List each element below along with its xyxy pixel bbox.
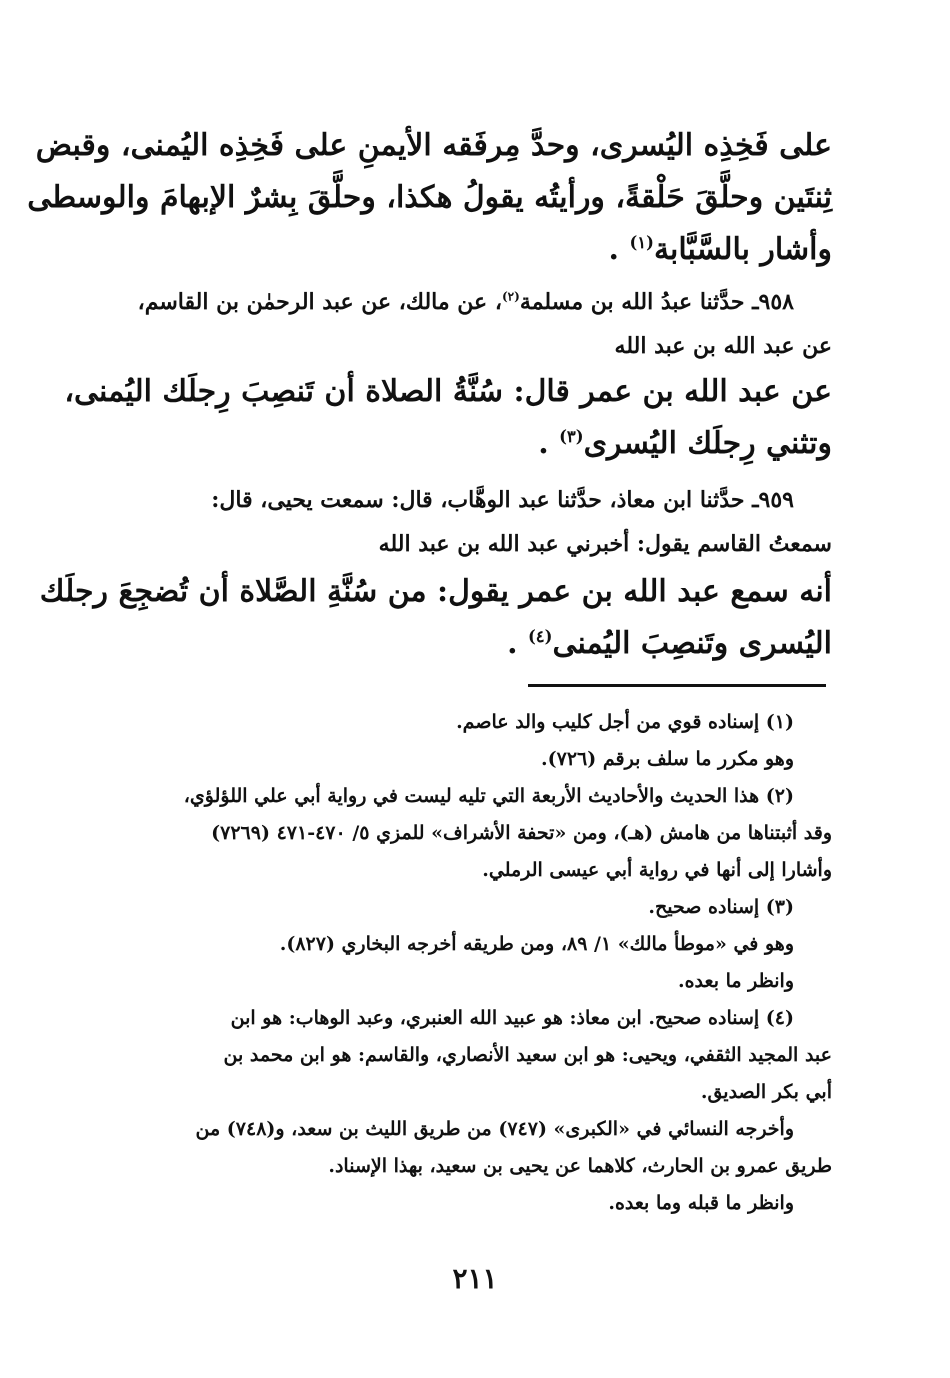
text-line: ٩٥٩ـ حدَّثنا ابن معاذ، حدَّثنا عبد الوهَّاب، قال: سمعت يحيى، قال: — [211, 487, 794, 513]
footnotes — [110, 704, 832, 1222]
footnote-line: أبي بكر الصديق. — [700, 1081, 832, 1103]
footnote-line: وقد أثبتناها من هامش (هـ)، ومن «تحفة الأشراف» للمزي ٥/ ٤٧٠-٤٧١ (٧٢٦٩) — [211, 822, 832, 844]
text-line: عن عبد الله بن عمر قال: سُنَّةُ الصلاة أن تَنصِبَ رِجلَك اليُمنى، — [64, 374, 832, 409]
footnote-line: وهو في «موطأ مالك» ١/ ٨٩، ومن طريقه أخرجه البخاري (٨٢٧). — [279, 933, 794, 955]
text-line: وتثني رِجلَك اليُسرى$^{(٣)}$ . — [538, 426, 832, 461]
footnote-ref: (١) — [629, 233, 654, 252]
text-line: أنه سمع عبد الله بن عمر يقول: من سُنَّةِ الصَّلاة أن تُضجِعَ رجلَك — [39, 574, 832, 609]
matn-paragraph-continued — [27, 120, 832, 276]
footnote-ref: (٣) — [559, 427, 584, 446]
text-line: على فَخِذِه اليُسرى، وحدَّ مِرفَقه الأيمنِ على فَخِذِه اليُمنى، وقبض — [35, 128, 832, 163]
text-line: ثِنتَين وحلَّقَ حَلْقةً، ورأيتُه يقولُ هكذا، وحلَّقَ بِشرٌ الإبهامَ والوسطى — [27, 180, 832, 215]
text-line: اليُسرى وتَنصِبَ اليُمنى$^{(٤)}$ . — [507, 626, 832, 661]
text-line: عن عبد الله بن عبد الله — [614, 333, 832, 359]
hadith-958-isnad — [110, 280, 832, 368]
footnote-line: (٤) إسناده صحيح. ابن معاذ: هو عبيد الله العنبري، وعبد الوهاب: هو ابن — [230, 1007, 794, 1029]
footnote-separator — [528, 684, 826, 687]
page-number: ٢١١ — [452, 1262, 498, 1295]
footnote-ref: (٢) — [501, 289, 520, 304]
footnote-line: وأخرجه النسائي في «الكبرى» (٧٤٧) من طريق الليث بن سعد، و(٧٤٨) من — [195, 1118, 794, 1140]
hadith-959-matn — [39, 566, 832, 670]
footnote-line: وانظر ما قبله وما بعده. — [608, 1192, 794, 1214]
text-line: سمعتُ القاسم يقول: أخبرني عبد الله بن عبد الله — [378, 531, 832, 557]
footnote-line: وأشارا إلى أنها في رواية أبي عيسى الرملي. — [482, 859, 832, 881]
hadith-959-isnad — [110, 478, 832, 566]
footnote-line: (٢) هذا الحديث والأحاديث الأربعة التي تليه ليست في رواية أبي علي اللؤلؤي، — [183, 785, 794, 807]
text-line: ٩٥٨ـ حدَّثنا عبدُ الله بن مسلمة$^{(٢)}$، عن مالك، عن عبد الرحمٰن بن القاسم، — [137, 289, 794, 315]
hadith-958-matn — [64, 366, 832, 470]
footnote-line: (٣) إسناده صحيح. — [648, 896, 794, 918]
footnote-line: طريق عمرو بن الحارث، كلاهما عن يحيى بن سعيد، بهذا الإسناد. — [328, 1155, 832, 1177]
footnote-line: وهو مكرر ما سلف برقم (٧٢٦). — [541, 748, 794, 770]
text-line: وأشار بالسَّبَّابة$^{(١)}$ . — [608, 232, 832, 267]
footnote-line: عبد المجيد الثقفي، ويحيى: هو ابن سعيد الأنصاري، والقاسم: هو ابن محمد بن — [223, 1044, 832, 1066]
footnote-line: وانظر ما بعده. — [677, 970, 794, 992]
footnote-line: (١) إسناده قوي من أجل كليب والد عاصم. — [456, 711, 794, 733]
footnote-ref: (٤) — [527, 627, 553, 646]
